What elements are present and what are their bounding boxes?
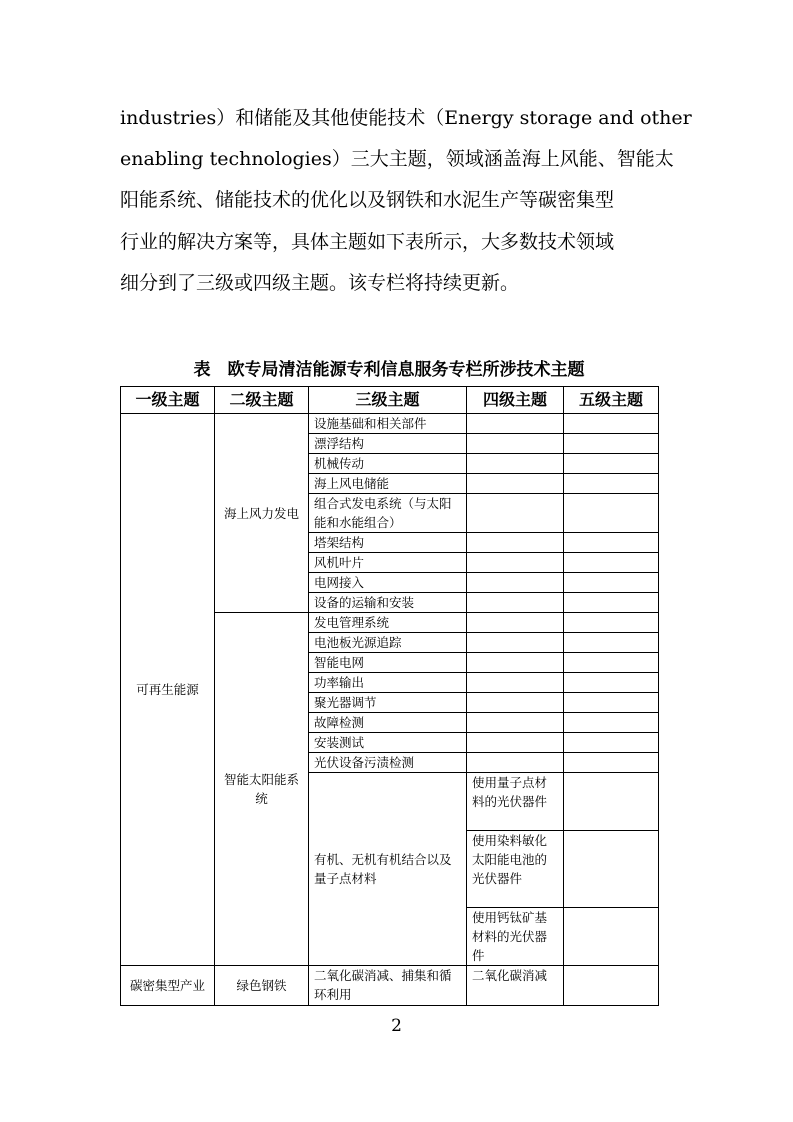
table-cell-empty	[564, 414, 659, 434]
table-row	[121, 414, 659, 434]
paragraph-line: 行业的解决方案等，具体主题如下表所示，大多数技术领域	[120, 231, 615, 253]
table-cell-empty	[564, 633, 659, 653]
table-cell-empty	[564, 553, 659, 573]
paragraph-line: industries）和储能及其他使能技术（Energy storage and other	[120, 107, 692, 129]
cell-renewable-energy: 可再生能源	[121, 414, 215, 966]
table-cell: 使用钙钛矿基材料的光伏器件	[467, 908, 564, 966]
table-cell-empty	[564, 434, 659, 454]
table-cell-empty	[467, 733, 564, 753]
paragraph-line: 细分到了三级或四级主题。该专栏将持续更新。	[120, 272, 520, 294]
table-cell: 使用量子点材料的光伏器件	[467, 773, 564, 831]
table-cell: 设备的运输和安装	[309, 593, 467, 613]
cell-offshore-wind: 海上风力发电	[215, 414, 309, 613]
table-cell-empty	[467, 533, 564, 553]
table-cell-empty	[467, 693, 564, 713]
table-cell: 智能电网	[309, 653, 467, 673]
table-cell-empty	[467, 573, 564, 593]
table-cell: 漂浮结构	[309, 434, 467, 454]
header-level3: 三级主题	[309, 387, 467, 414]
table-cell: 发电管理系统	[309, 613, 467, 633]
table-cell-empty	[467, 653, 564, 673]
table-cell-empty	[467, 434, 564, 454]
cell-green-steel: 绿色钢铁	[215, 966, 309, 1006]
table-cell-empty	[564, 494, 659, 533]
header-level2: 二级主题	[215, 387, 309, 414]
table-cell-empty	[467, 673, 564, 693]
table-cell: 组合式发电系统（与太阳能和水能组合）	[309, 494, 467, 533]
table-cell-empty	[564, 593, 659, 613]
header-level5: 五级主题	[564, 387, 659, 414]
cell-materials: 有机、无机有机结合以及量子点材料	[309, 773, 467, 966]
table-cell-empty	[564, 533, 659, 553]
table-cell: 使用染料敏化太阳能电池的光伏器件	[467, 831, 564, 908]
table-cell: 光伏设备污渍检测	[309, 753, 467, 773]
table-cell-empty	[564, 573, 659, 593]
table-cell-empty	[467, 474, 564, 494]
table-caption: 表 欧专局清洁能源专利信息服务专栏所涉技术主题	[193, 360, 585, 380]
paragraph-line: 阳能系统、储能技术的优化以及钢铁和水泥生产等碳密集型	[120, 189, 615, 211]
table-cell-empty	[467, 454, 564, 474]
table-cell: 风机叶片	[309, 553, 467, 573]
table-cell-empty	[564, 713, 659, 733]
table-cell-empty	[564, 693, 659, 713]
table-row	[121, 966, 659, 1006]
table-cell: 塔架结构	[309, 533, 467, 553]
paragraph-line: enabling technologies）三大主题，领域涵盖海上风能、智能太	[120, 148, 674, 170]
table-cell: 聚光器调节	[309, 693, 467, 713]
header-level1: 一级主题	[121, 387, 215, 414]
table-cell-empty	[564, 474, 659, 494]
cell-smart-solar: 智能太阳能系统	[215, 613, 309, 966]
header-level4: 四级主题	[467, 387, 564, 414]
table-cell: 二氧化碳消减	[467, 966, 564, 1006]
table-cell-empty	[467, 593, 564, 613]
table-cell-empty	[467, 613, 564, 633]
table-cell-empty	[564, 966, 659, 1006]
topics-table	[120, 386, 659, 1006]
table-cell: 电池板光源追踪	[309, 633, 467, 653]
table-cell-empty	[467, 633, 564, 653]
table-cell: 机械传动	[309, 454, 467, 474]
table-cell: 二氧化碳消减、捕集和循环利用	[309, 966, 467, 1006]
page-number: 2	[391, 1016, 402, 1036]
table-cell: 海上风电储能	[309, 474, 467, 494]
table-cell-empty	[564, 613, 659, 633]
table-cell-empty	[564, 753, 659, 773]
table-cell-empty	[564, 733, 659, 753]
table-cell-empty	[467, 553, 564, 573]
table-cell-empty	[564, 673, 659, 693]
table-cell-empty	[564, 454, 659, 474]
table-cell-empty	[564, 653, 659, 673]
table-cell: 设施基础和相关部件	[309, 414, 467, 434]
table-cell-empty	[467, 414, 564, 434]
table-cell-empty	[564, 773, 659, 831]
table-cell: 功率输出	[309, 673, 467, 693]
table-cell-empty	[467, 494, 564, 533]
table-cell-empty	[564, 831, 659, 908]
table-cell: 故障检测	[309, 713, 467, 733]
table-cell: 电网接入	[309, 573, 467, 593]
table-header-row	[121, 387, 659, 414]
table-cell-empty	[467, 753, 564, 773]
table-cell-empty	[467, 713, 564, 733]
table-cell-empty	[564, 908, 659, 966]
cell-carbon-intensive: 碳密集型产业	[121, 966, 215, 1006]
table-cell: 安装测试	[309, 733, 467, 753]
